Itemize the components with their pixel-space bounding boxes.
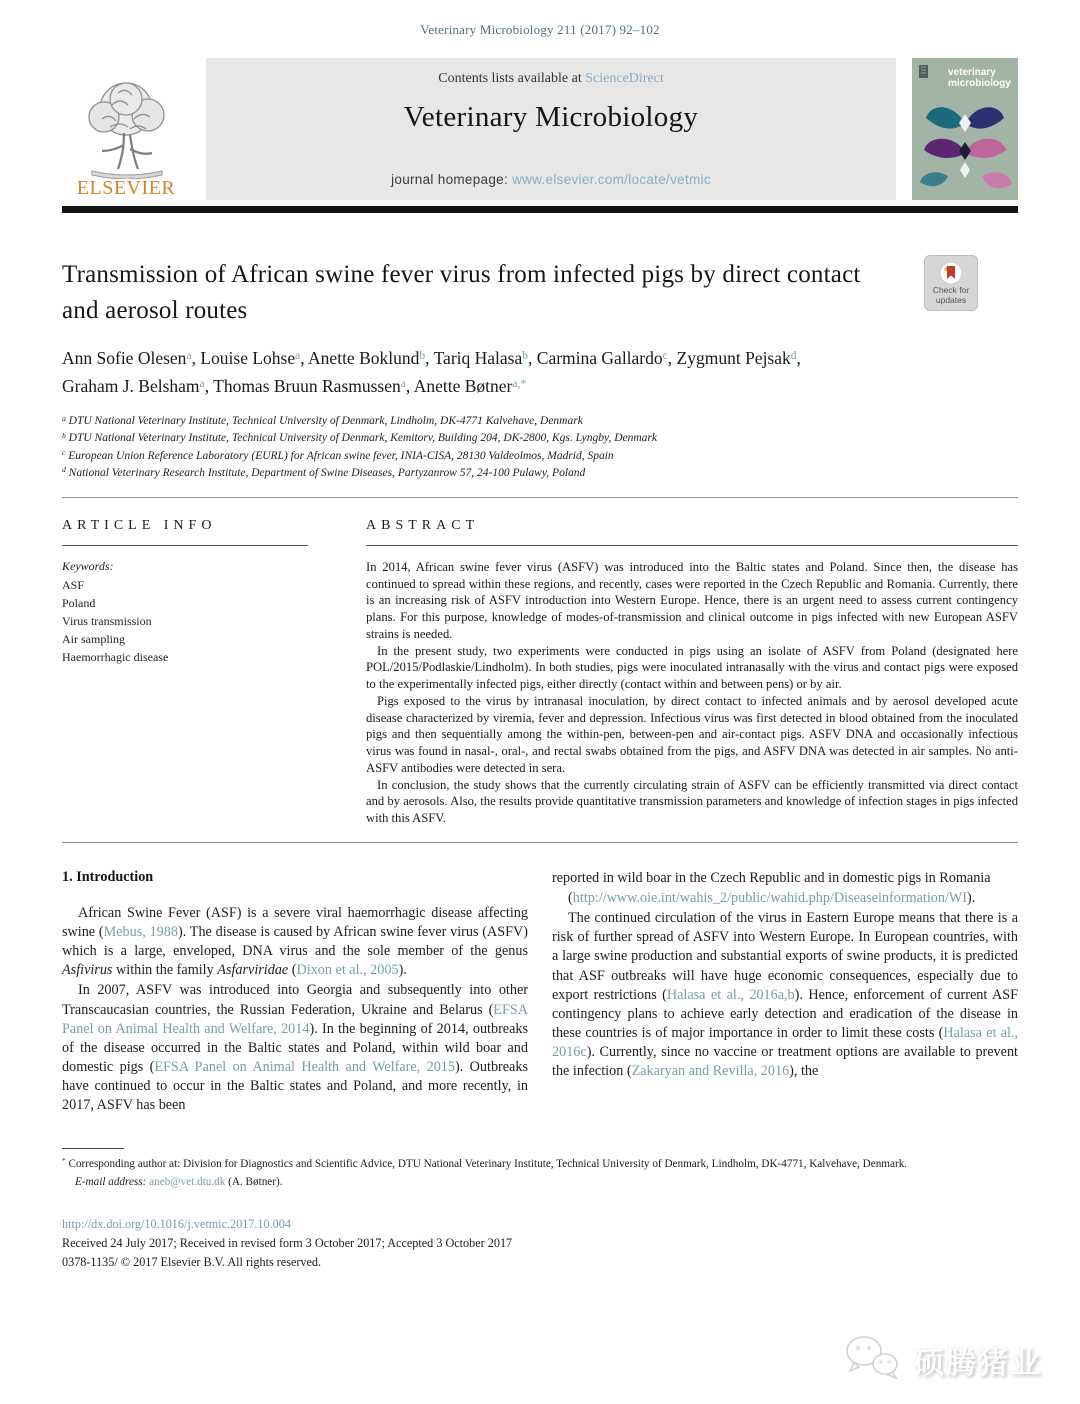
elsevier-wordmark: ELSEVIER xyxy=(76,177,176,199)
elsevier-tree-icon xyxy=(72,75,180,179)
crossmark-icon xyxy=(925,260,977,286)
footnote-block xyxy=(62,1148,1018,1192)
article-info-heading: ARTICLE INFO xyxy=(62,518,217,533)
keyword: Haemorrhagic disease xyxy=(62,650,169,664)
elsevier-logo[interactable] xyxy=(62,58,190,200)
affiliation-b: $^b$ DTU National Veterinary Institute, Technical University of Denmark, Kemitorv, Building 204, DK-2800, Kgs. Lyngby, Denmark xyxy=(62,430,658,445)
affiliation-d: $^d$ National Veterinary Research Institute, Department of Swine Diseases, Partyzanrow 57, 24-100 Pulawy, Poland xyxy=(62,465,586,479)
body-column-right xyxy=(552,869,1018,1116)
contents-line[interactable]: Contents lists available at ScienceDirect xyxy=(438,71,664,86)
body-paragraph: In 2007, ASFV was introduced into Georgia and subsequently into other Transcaucasian countries, the Russian Federation, Ukraine and Belarus (EFSA Panel on Animal Health and Welfare, 2014). In the beginning of 2014, outbreaks of the disease occurred in the Baltic states and Poland, within wild boar and domestic pigs (EFSA Panel on Animal Health and Welfare, 2015). Outbreaks have continued to occur in the Baltic states and Poland, and more recently, in 2017, ASFV has been xyxy=(62,982,529,1114)
header-divider-bar xyxy=(62,206,1018,213)
badge-label-line2: updates xyxy=(935,294,967,305)
journal-homepage-link[interactable]: journal homepage: www.elsevier.com/locate/vetmic xyxy=(391,172,711,187)
section-divider-top xyxy=(62,497,1018,498)
journal-citation: Veterinary Microbiology 211 (2017) 92–102 xyxy=(420,22,660,37)
keyword: Air sampling xyxy=(62,632,125,646)
footnote-rule xyxy=(62,1148,124,1149)
journal-title: Veterinary Microbiology xyxy=(403,101,699,133)
watermark-text: 硕腾猪业 xyxy=(914,1345,1042,1381)
title-block xyxy=(62,257,1018,328)
wechat-icon xyxy=(840,1331,904,1388)
body-paragraph-url[interactable]: (http://www.oie.int/wahis_2/public/wahid.php/Diseaseinformation/WI). xyxy=(568,889,976,906)
affiliation-c: $^c$ European Union Reference Laboratory (EURL) for African swine fever, INIA-CISA, 28130 Valdeolmos, Madrid, Spain xyxy=(62,448,614,462)
keyword: ASF xyxy=(62,578,85,592)
copyright-line: 0378-1135/ © 2017 Elsevier B.V. All rights reserved. xyxy=(62,1255,322,1270)
info-abstract-section xyxy=(62,518,1018,827)
publication-info xyxy=(62,1215,1018,1272)
abstract-paragraph: In conclusion, the study shows that the currently circulating strain of ASFV can be efficiently transmitted via direct contact and by aerosols. Also, the results provide quantitative transmission parameters and knowledge of infection stages in pigs infected with this ASFV. xyxy=(366,777,1018,826)
abstract-paragraph: In 2014, African swine fever virus (ASFV) was introduced into the Baltic states and Poland. Since then, the disease has continued to spread within these regions, and recently, cases were reported in the Czech Republic and Romania. Currently, there is an increasing risk of ASFV introduction into Western Europe. Hence, there is an urgent need to assess current contingency plans. For this purpose, knowledge of modes-of-transmission and clinical outcome in pigs infected with new European ASFV strains is needed. xyxy=(366,560,1018,641)
watermark xyxy=(840,1331,1042,1388)
body-text-section xyxy=(62,869,1018,1116)
author-list: Ann Sofie Olesen$^a$, Louise Lohse$^a$, Anette Boklund$^b$, Tariq Halasa$^b$, Carmina Gallardo$^c$, Zygmunt Pejsak$^d$, Graham J. Belsham$^a$, Thomas Bruun Rasmussen$^a$, Anette Bøtner$^{a,*}$ xyxy=(62,348,801,396)
journal-cover-thumbnail[interactable] xyxy=(912,58,1018,200)
article-title: Transmission of African swine fever virus from infected pigs by direct contact and aerosol routes xyxy=(62,261,861,324)
body-paragraph: African Swine Fever (ASF) is a severe viral haemorrhagic disease affecting swine (Mebus, 1988). The disease is caused by African swine fever virus (ASFV) which is a large, enveloped, DNA virus and the sole member of the genus Asfivirus within the family Asfarviridae (Dixon et al., 2005). xyxy=(62,904,529,979)
keyword: Virus transmission xyxy=(62,614,152,628)
received-dates: Received 24 July 2017; Received in revised form 3 October 2017; Accepted 3 October 2017 xyxy=(62,1236,513,1251)
affiliations xyxy=(62,413,1018,482)
abstract-paragraph: Pigs exposed to the virus by intranasal inoculation, by direct contact to infected animals and by aerosol developed acute disease characterized by viremia, fever and depression. Infectious virus was first detected in blood obtained from the inoculated pigs and then sequentially among the within-pen, between-pen and air-contact pigs. ASFV DNA and occasionally infectious virus was found in nasal-, oral-, and rectal swabs obtained from the pigs, and ASFV DNA was detected in air samples. No anti-ASFV antibodies were detected in sera. xyxy=(366,693,1018,775)
body-paragraph: reported in wild boar in the Czech Republic and in domestic pigs in Romania xyxy=(552,869,991,886)
email-line[interactable]: E-mail address: aneb@vet.dtu.dk (A. Bøtner). xyxy=(75,1176,283,1189)
cover-title-line1: veterinary xyxy=(948,67,996,78)
introduction-heading: 1. Introduction xyxy=(62,868,154,885)
cover-art xyxy=(920,107,1012,188)
journal-banner xyxy=(206,58,896,200)
check-for-updates-badge[interactable] xyxy=(924,255,978,311)
badge-label-line1: Check for xyxy=(932,285,970,295)
section-divider-body xyxy=(62,842,1018,843)
cover-title-line2: microbiology xyxy=(948,78,1011,89)
keyword: Poland xyxy=(62,596,96,610)
body-paragraph: The continued circulation of the virus in Eastern Europe means that there is a risk of further spread of ASFV into Western Europe. In European countries, with a large swine production and substantial exports of swine products, it is predicted that ASF outbreaks will have huge economic consequences, especially due to export restrictions (Halasa et al., 2016a,b). Hence, enforcement of current ASF contingency plans to achieve early detection and eradication of the disease in these countries is of major importance in order to limit these costs (Halasa et al., 2016c). Currently, since no vaccine or treatment options are available to prevent the infection (Zakaryan and Revilla, 2016), the xyxy=(552,910,1019,1080)
article-info-rule xyxy=(62,545,308,546)
masthead xyxy=(62,58,1018,200)
abstract-paragraph: In the present study, two experiments were conducted in pigs using an isolate of ASFV from Poland (designated here POL/2015/Podlaskie/Lindholm). In both studies, pigs were inoculated intranasally with the virus and contact pigs were exposed to the experimentally infected pigs, either directly (contact within and between pens) or by air. xyxy=(366,643,1018,692)
abstract-rule xyxy=(366,545,1018,546)
keywords-label: Keywords: xyxy=(62,559,114,573)
doi-link[interactable]: http://dx.doi.org/10.1016/j.vetmic.2017.10.004 xyxy=(62,1217,291,1232)
body-column-left xyxy=(62,869,528,1116)
affiliation-a: $^a$ DTU National Veterinary Institute, Technical University of Denmark, Lindholm, DK-4771 Kalvehave, Denmark xyxy=(62,413,583,427)
article-info-column xyxy=(62,518,308,827)
corresponding-author-note: * Corresponding author at: Division for Diagnostics and Scientific Advice, DTU National Veterinary Institute, Technical University of Denmark, Lindholm, DK-4771, Kalvehave, Denmark. xyxy=(62,1156,908,1170)
abstract-column xyxy=(366,518,1018,827)
abstract-heading: ABSTRACT xyxy=(366,518,480,533)
